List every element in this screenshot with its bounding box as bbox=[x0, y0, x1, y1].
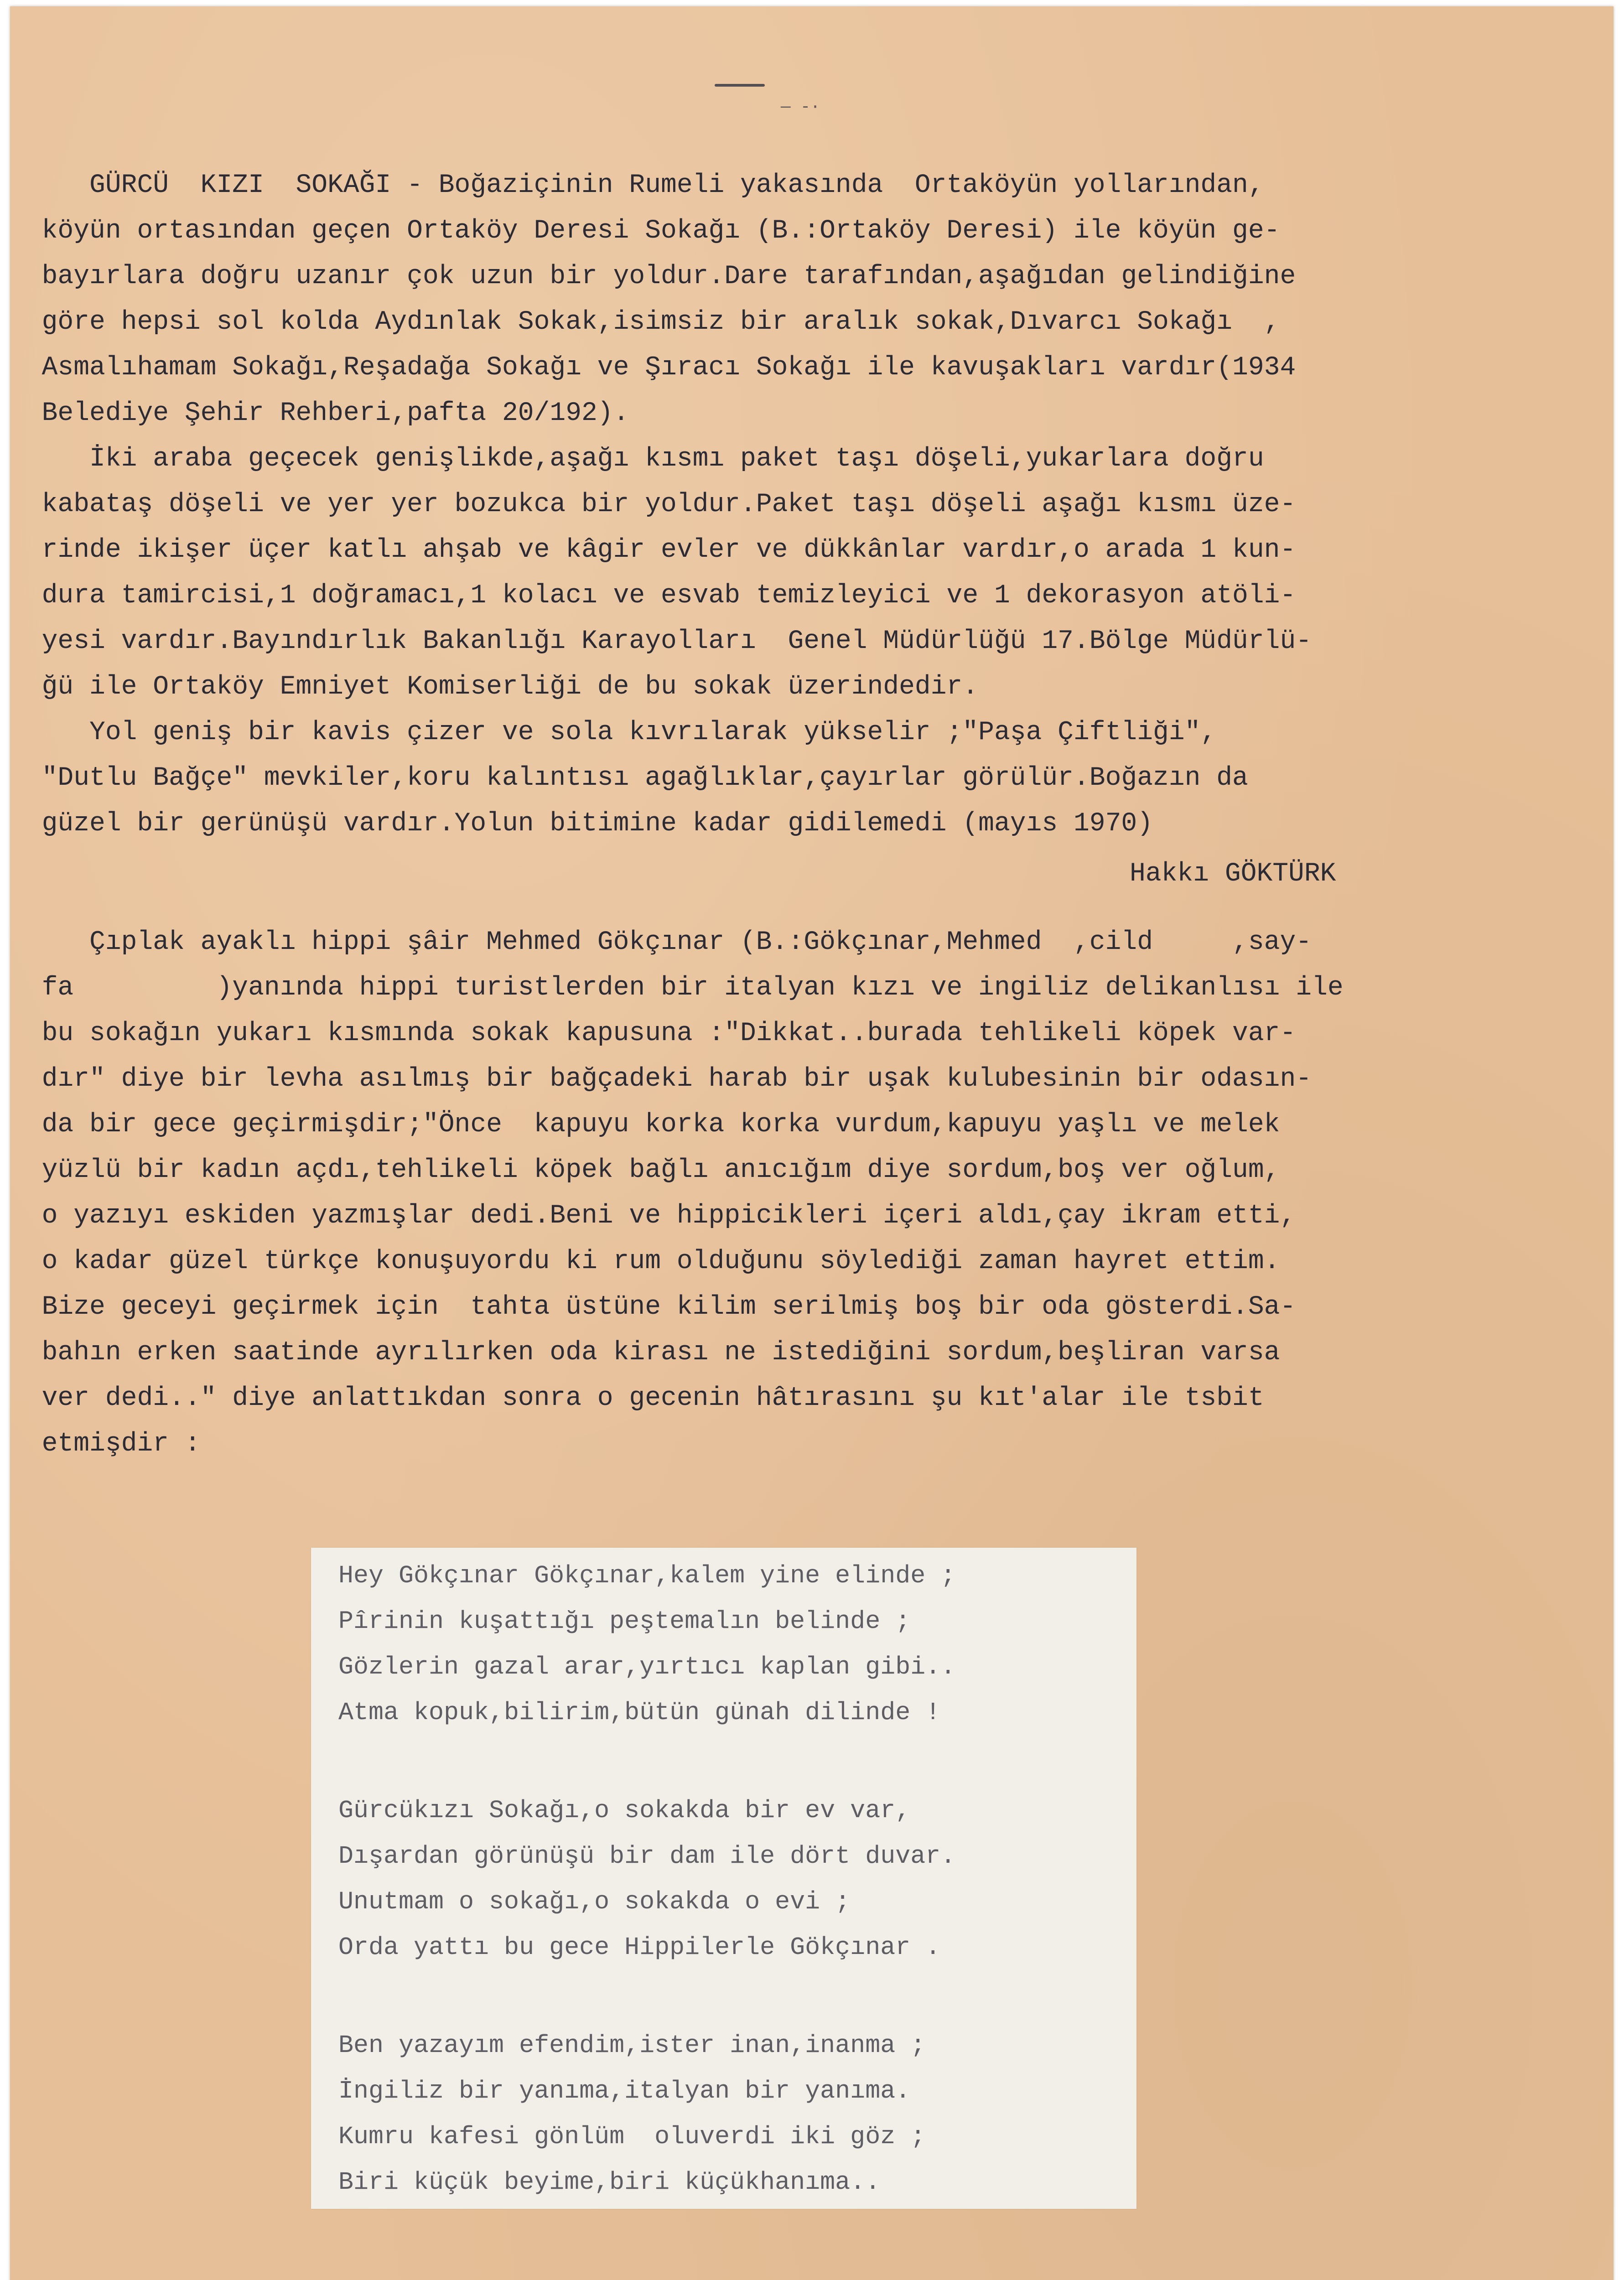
poem-line: Hey Gökçınar Gökçınar,kalem yine elinde ; bbox=[338, 1561, 956, 1590]
text-line: dura tamircisi,1 doğramacı,1 kolacı ve esvab temizleyici ve 1 dekorasyon atöli- bbox=[10, 581, 1296, 611]
text-line: bu sokağın yukarı kısmında sokak kapusuna :"Dikkat..burada tehlikeli köpek var- bbox=[10, 1019, 1296, 1048]
text-line: Belediye Şehir Rehberi,pafta 20/192). bbox=[10, 399, 629, 428]
text-line: da bir gece geçirmişdir;"Önce kapuyu korka korka vurdum,kapuyu yaşlı ve melek bbox=[10, 1110, 1280, 1140]
text-line: o yazıyı eskiden yazmışlar dedi.Beni ve hippicikleri içeri aldı,çay ikram etti, bbox=[10, 1201, 1296, 1231]
poem-line: Kumru kafesi gönlüm oluverdi iki göz ; bbox=[338, 2122, 926, 2151]
text-line: yesi vardır.Bayındırlık Bakanlığı Karayolları Genel Müdürlüğü 17.Bölge Müdürlü- bbox=[10, 627, 1312, 656]
text-line: "Dutlu Bağçe" mevkiler,koru kalıntısı agağlıklar,çayırlar görülür.Boğazın da bbox=[10, 763, 1248, 793]
typewritten-page bbox=[10, 6, 1614, 2280]
page-number-mark: — -· bbox=[781, 98, 820, 116]
text-line: yüzlü bir kadın açdı,tehlikeli köpek bağlı anıcığım diye sordum,boş ver oğlum, bbox=[10, 1156, 1280, 1185]
poem-line: İngiliz bir yanıma,italyan bir yanıma. bbox=[338, 2077, 911, 2105]
text-line: Asmalıhamam Sokağı,Reşadağa Sokağı ve Şıracı Sokağı ile kavuşakları vardır(1934 bbox=[10, 353, 1296, 383]
text-line: o kadar güzel türkçe konuşuyordu ki rum olduğunu söylediği zaman hayret ettim. bbox=[10, 1247, 1280, 1276]
text-line: güzel bir gerünüşü vardır.Yolun bitimine kadar gidilemedi (mayıs 1970) bbox=[10, 809, 1153, 839]
author-signature: Hakkı GÖKTÜRK bbox=[1130, 859, 1336, 889]
text-line: etmişdir : bbox=[10, 1429, 201, 1459]
text-line: bayırlara doğru uzanır çok uzun bir yoldur.Dare tarafından,aşağıdan gelindiğine bbox=[10, 262, 1296, 291]
text-line: Bize geceyi geçirmek için tahta üstüne kilim serilmiş boş bir oda gösterdi.Sa- bbox=[10, 1292, 1296, 1322]
text-line: GÜRCÜ KIZI SOKAĞI - Boğaziçinin Rumeli yakasında Ortaköyün yollarından, bbox=[10, 171, 1264, 200]
poem-line: Orda yattı bu gece Hippilerle Gökçınar . bbox=[338, 1933, 941, 1962]
text-line: göre hepsi sol kolda Aydınlak Sokak,isimsiz bir aralık sokak,Dıvarcı Sokağı , bbox=[10, 307, 1280, 337]
text-line: fa )yanında hippi turistlerden bir italyan kızı ve ingiliz delikanlısı ile bbox=[10, 973, 1344, 1003]
text-line: dır" diye bir levha asılmış bir bağçadeki harab bir uşak kulubesinin bir odasın- bbox=[10, 1064, 1312, 1094]
poem-line: Atma kopuk,bilirim,bütün günah dilinde ! bbox=[338, 1698, 941, 1727]
pasted-poem-slip bbox=[311, 1548, 1136, 2209]
text-line: İki araba geçecek genişlikde,aşağı kısmı paket taşı döşeli,yukarlara doğru bbox=[10, 444, 1264, 474]
text-line: köyün ortasından geçen Ortaköy Deresi Sokağı (B.:Ortaköy Deresi) ile köyün ge- bbox=[10, 216, 1280, 246]
poem-line: Pîrinin kuşattığı peştemalın belinde ; bbox=[338, 1607, 911, 1636]
poem-line: Gürcükızı Sokağı,o sokakda bir ev var, bbox=[338, 1796, 911, 1825]
text-line: rinde ikişer üçer katlı ahşab ve kâgir evler ve dükkânlar vardır,o arada 1 kun- bbox=[10, 535, 1296, 565]
poem-line: Biri küçük beyime,biri küçükhanıma.. bbox=[338, 2168, 881, 2197]
poem-line: Dışardan görünüşü bir dam ile dört duvar. bbox=[338, 1842, 956, 1871]
text-line: ğü ile Ortaköy Emniyet Komiserliği de bu sokak üzerindedir. bbox=[10, 672, 979, 702]
text-line: ver dedi.." diye anlattıkdan sonra o gecenin hâtırasını şu kıt'alar ile tsbit bbox=[10, 1384, 1264, 1413]
text-line: Yol geniş bir kavis çizer ve sola kıvrılarak yükselir ;"Paşa Çiftliği", bbox=[10, 718, 1217, 747]
poem-line: Ben yazayım efendim,ister inan,inanma ; bbox=[338, 2031, 926, 2060]
page-number-dash bbox=[715, 84, 765, 87]
text-line: bahın erken saatinde ayrılırken oda kirası ne istediğini sordum,beşliran varsa bbox=[10, 1338, 1280, 1368]
text-line: kabataş döşeli ve yer yer bozukca bir yoldur.Paket taşı döşeli aşağı kısmı üze- bbox=[10, 490, 1296, 519]
text-line: Çıplak ayaklı hippi şâir Mehmed Gökçınar (B.:Gökçınar,Mehmed ,cild ,say- bbox=[10, 928, 1312, 957]
poem-line: Unutmam o sokağı,o sokakda o evi ; bbox=[338, 1887, 851, 1916]
poem-line: Gözlerin gazal arar,yırtıcı kaplan gibi.. bbox=[338, 1653, 956, 1681]
